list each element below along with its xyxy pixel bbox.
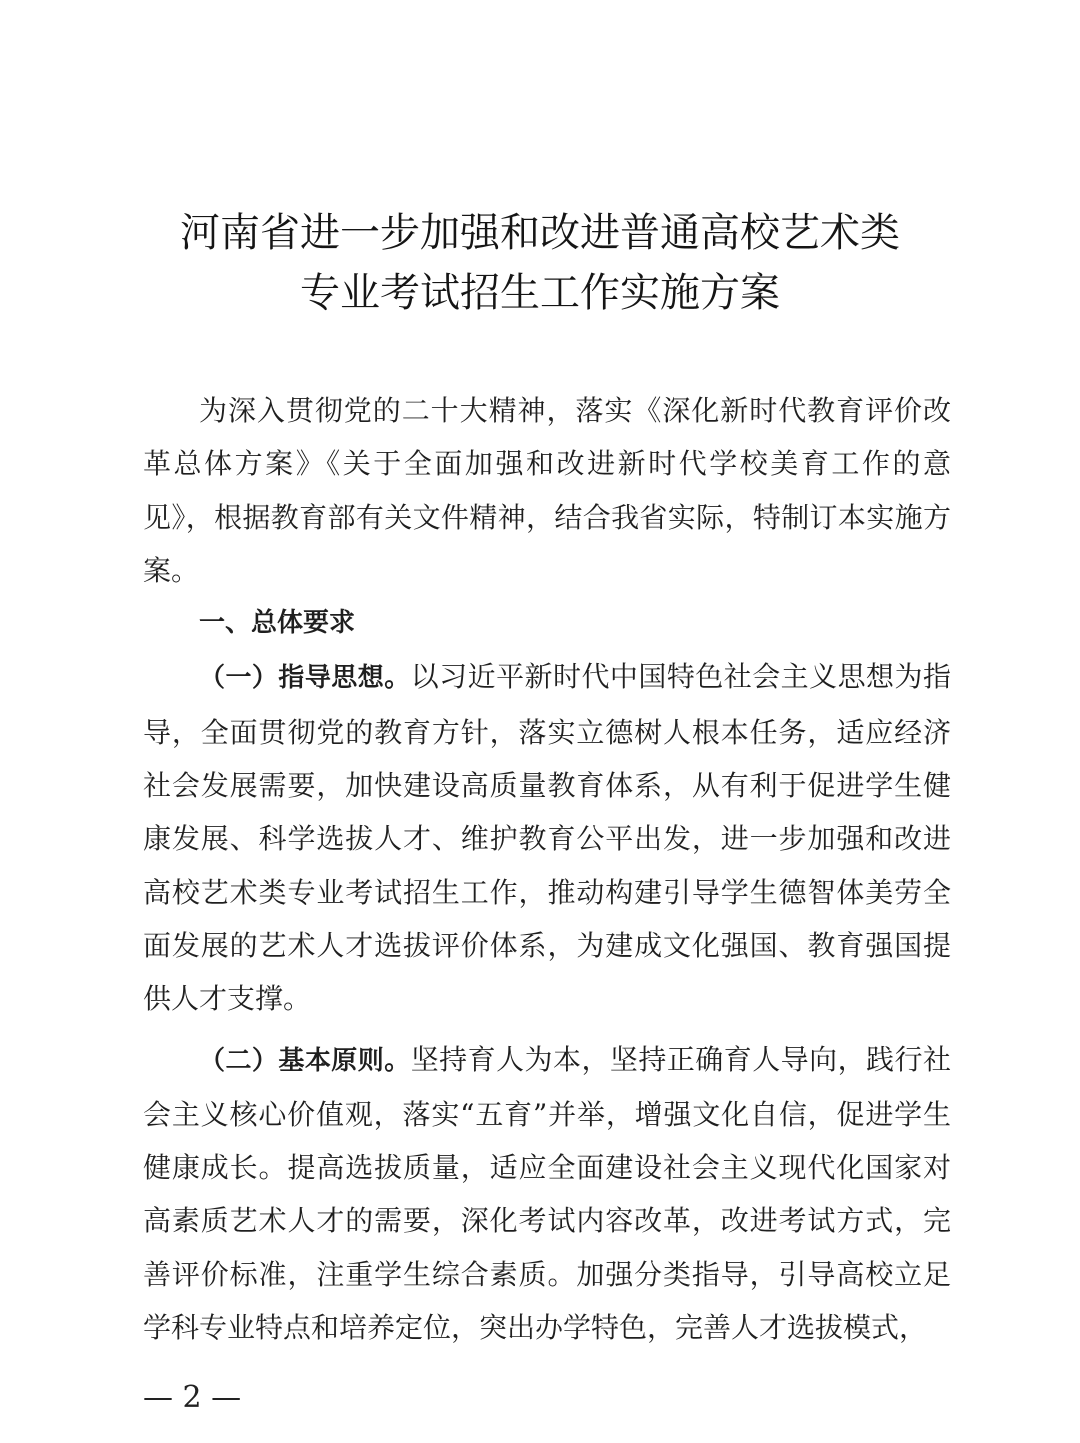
paragraph-guiding-ideology — [143, 650, 951, 1025]
page-number: — 2 — — [143, 1380, 242, 1415]
document-title-line-1: 河南省进一步加强和改进普通高校艺术类 — [180, 210, 900, 256]
document-body — [143, 384, 951, 1354]
intro-paragraph: 为深入贯彻党的二十大精神，落实《深化新时代教育评价改革总体方案》《关于全面加强和改进新时代学校美育工作的意见》，根据教育部有关文件精神，结合我省实际，特制订本实施方案。 — [143, 394, 951, 587]
document-title-line-2: 专业考试招生工作实施方案 — [300, 270, 780, 316]
paragraph-basic-principles — [143, 1033, 951, 1355]
paragraph-lead-guiding-ideology: （一）指导思想。 — [199, 663, 411, 694]
section-heading-overall-requirements: 一、总体要求 — [199, 608, 356, 639]
paragraph-lead-basic-principles: （二）基本原则。 — [199, 1045, 411, 1076]
paragraph-text-guiding-ideology: 以习近平新时代中国特色社会主义思想为指导，全面贯彻党的教育方针，落实立德树人根本任务，适应经济社会发展需要，加快建设高质量教育体系，从有利于促进学生健康发展、科学选拔人才、维护教育公平出发，进一步加强和改进高校艺术类专业考试招生工作，推动构建引导学生德智体美劳全面发展的艺术人才选拔评价体系，为建成文化强国、教育强国提供人才支撑。 — [143, 660, 951, 1016]
paragraph-text-basic-principles: 坚持育人为本，坚持正确育人导向，践行社会主义核心价值观，落实“五育”并举，增强文化自信，促进学生健康成长。提高选拔质量，适应全面建设社会主义现代化国家对高素质艺术人才的需要，深化考试内容改革，改进考试方式，完善评价标准，注重学生综合素质。加强分类指导，引导高校立足学科专业特点和培养定位，突出办学特色，完善人才选拔模式， — [143, 1042, 951, 1345]
